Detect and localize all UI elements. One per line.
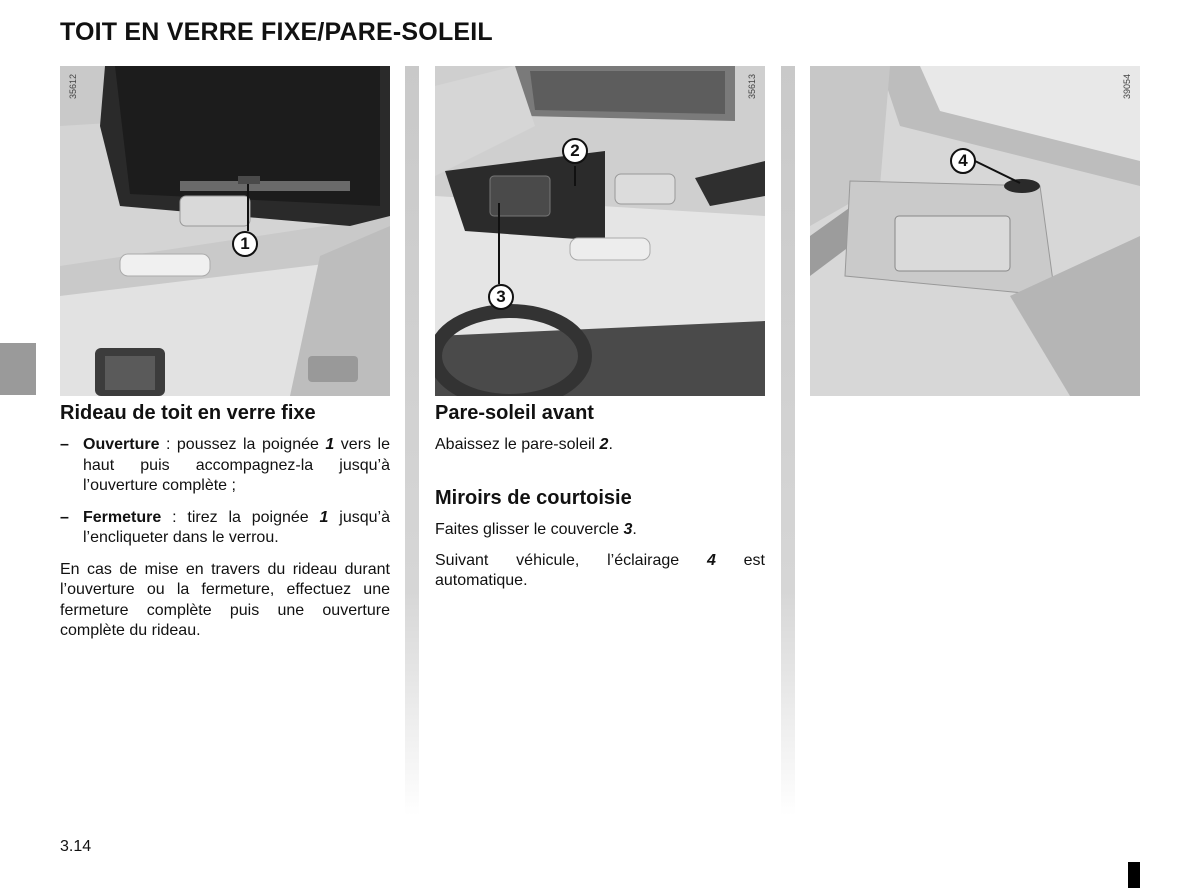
paragraph-text: est automatique. [435, 551, 765, 589]
photo-ref-code: 35612 [68, 74, 78, 100]
sun-visor-text [435, 435, 765, 466]
ref-number: 4 [706, 551, 716, 569]
page-title: TOIT EN VERRE FIXE/PARE-SOLEIL [60, 18, 493, 46]
ref-number: 1 [325, 436, 335, 453]
photo-courtesy-mirror-light [810, 66, 1140, 396]
paragraph [435, 435, 765, 456]
bullet-dash: – [60, 436, 69, 453]
page-number: 3.14 [60, 838, 92, 855]
paragraph-text: . [632, 521, 637, 538]
glass-roof-blind-illustration [60, 66, 390, 396]
paragraph-text: Abaissez le pare-soleil [435, 436, 600, 453]
bullet-dash: – [60, 508, 69, 526]
callout-marker: 1 [232, 231, 258, 257]
photo-ref-code: 39054 [1122, 74, 1132, 100]
photo-front-sun-visor [435, 66, 765, 396]
photo-glass-roof-blind [60, 66, 390, 396]
paragraph [435, 551, 765, 592]
list-item [60, 435, 390, 497]
ref-number: 2 [599, 436, 609, 453]
photo-ref-code: 35613 [747, 74, 757, 100]
list-item [60, 508, 390, 549]
column-divider [781, 66, 795, 816]
paragraph-text: Suivant véhicule, l’éclairage [435, 551, 707, 569]
chapter-tab [0, 343, 36, 395]
sun-visor-illustration [435, 66, 765, 396]
page-corner-marker [1128, 862, 1140, 888]
ref-number: 1 [319, 508, 329, 526]
courtesy-mirrors-text [435, 520, 765, 602]
item-text: : poussez la poignée [159, 436, 326, 453]
paragraph [435, 520, 765, 541]
term: Fermeture [83, 508, 162, 526]
callout-marker: 3 [488, 284, 514, 310]
courtesy-mirror-illustration [810, 66, 1140, 396]
item-text: : tirez la poignée [161, 508, 320, 526]
term: Ouverture [83, 436, 160, 453]
section-heading-courtesy-mirrors: Miroirs de courtoisie [435, 487, 632, 509]
section-heading-glass-roof-blind: Rideau de toit en verre fixe [60, 402, 316, 424]
item-text: vers le haut puis accompagnez-la jusqu’à l’ouverture complète ; [83, 436, 390, 494]
note-paragraph: En cas de mise en travers du rideau durant l’ouverture ou la fermeture, effectuez une fermeture complète puis une ouverture complète du rideau. [60, 560, 390, 639]
item-text: jusqu’à l’encliqueter dans le verrou. [83, 508, 390, 546]
callout-marker: 4 [950, 148, 976, 174]
glass-roof-blind-text [60, 435, 390, 652]
callout-marker: 2 [562, 138, 588, 164]
column-divider [405, 66, 419, 816]
ref-number: 3 [623, 521, 633, 538]
paragraph-text: . [608, 436, 613, 453]
section-heading-front-sun-visor: Pare-soleil avant [435, 402, 594, 424]
paragraph-text: Faites glisser le couvercle [435, 521, 624, 538]
